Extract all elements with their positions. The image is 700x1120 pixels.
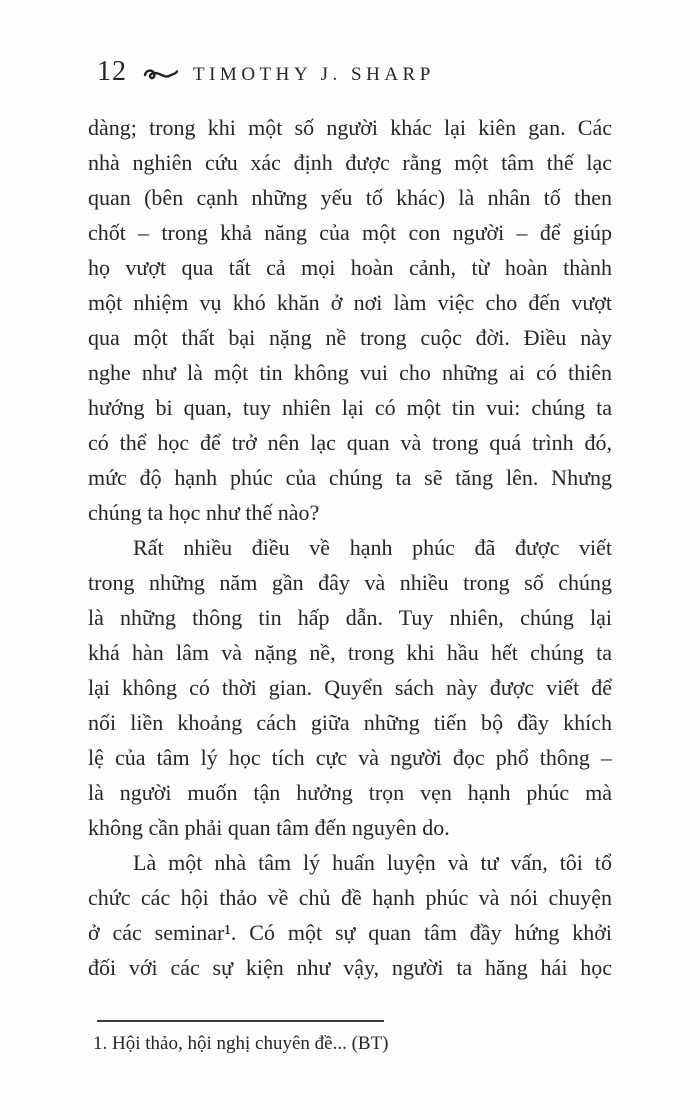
text-line: trong những năm gần đây và nhiều trong số chúng bbox=[88, 570, 612, 595]
text-line: là những thông tin hấp dẫn. Tuy nhiên, chúng lại bbox=[88, 605, 612, 630]
text-line: là người muốn tận hưởng trọn vẹn hạnh phúc mà bbox=[88, 780, 612, 805]
text-line: hướng bi quan, tuy nhiên lại có một tin vui: chúng ta bbox=[88, 395, 612, 420]
text-line: không cần phải quan tâm đến nguyên do. bbox=[88, 815, 450, 840]
text-line: lệ của tâm lý học tích cực và người đọc phổ thông – bbox=[88, 745, 612, 770]
paragraph bbox=[88, 530, 612, 845]
text-line: có thể học để trở nên lạc quan và trong quá trình đó, bbox=[88, 430, 612, 455]
swash-ornament-icon bbox=[143, 66, 179, 87]
text-line: dàng; trong khi một số người khác lại kiên gan. Các bbox=[88, 115, 612, 140]
text-line: họ vượt qua tất cả mọi hoàn cảnh, từ hoàn thành bbox=[88, 255, 612, 280]
text-line: nhà nghiên cứu xác định được rằng một tâm thế lạc bbox=[88, 150, 612, 175]
text-line: chúng ta học như thế nào? bbox=[88, 500, 320, 525]
text-line: đối với các sự kiện như vậy, người ta hăng hái học bbox=[88, 955, 612, 980]
paragraph bbox=[88, 845, 612, 985]
text-line: nối liền khoảng cách giữa những tiến bộ đầy khích bbox=[88, 710, 612, 735]
page-header bbox=[97, 56, 435, 88]
text-line: qua một thất bại nặng nề trong cuộc đời. Điều này bbox=[88, 325, 612, 350]
text-line: ở các seminar¹. Có một sự quan tâm đầy hứng khởi bbox=[88, 920, 612, 945]
footnote-text: 1. Hội thảo, hội nghị chuyên đề... (BT) bbox=[93, 1033, 389, 1054]
footnote-area bbox=[93, 1020, 593, 1057]
text-line: mức độ hạnh phúc của chúng ta sẽ tăng lên. Nhưng bbox=[88, 465, 612, 490]
text-line: chốt – trong khả năng của một con người – để giúp bbox=[88, 220, 612, 245]
text-line: nghe như là một tin không vui cho những ai có thiên bbox=[88, 360, 612, 385]
running-head: TIMOTHY J. SHARP bbox=[193, 64, 435, 85]
text-line: quan (bên cạnh những yếu tố khác) là nhân tố then bbox=[88, 185, 612, 210]
text-line: chức các hội thảo về chủ đề hạnh phúc và nói chuyện bbox=[88, 885, 612, 910]
text-line: Rất nhiều điều về hạnh phúc đã được viết bbox=[133, 535, 612, 560]
text-line: khá hàn lâm và nặng nề, trong khi hầu hết chúng ta bbox=[88, 640, 612, 665]
body-text bbox=[88, 110, 612, 985]
text-line: một nhiệm vụ khó khăn ở nơi làm việc cho đến vượt bbox=[88, 290, 612, 315]
footnote-rule bbox=[97, 1020, 384, 1022]
text-line: Là một nhà tâm lý huấn luyện và tư vấn, tôi tổ bbox=[133, 850, 612, 875]
text-line: lại không có thời gian. Quyển sách này được viết để bbox=[88, 675, 612, 700]
paragraph bbox=[88, 110, 612, 530]
page-number: 12 bbox=[97, 56, 127, 87]
